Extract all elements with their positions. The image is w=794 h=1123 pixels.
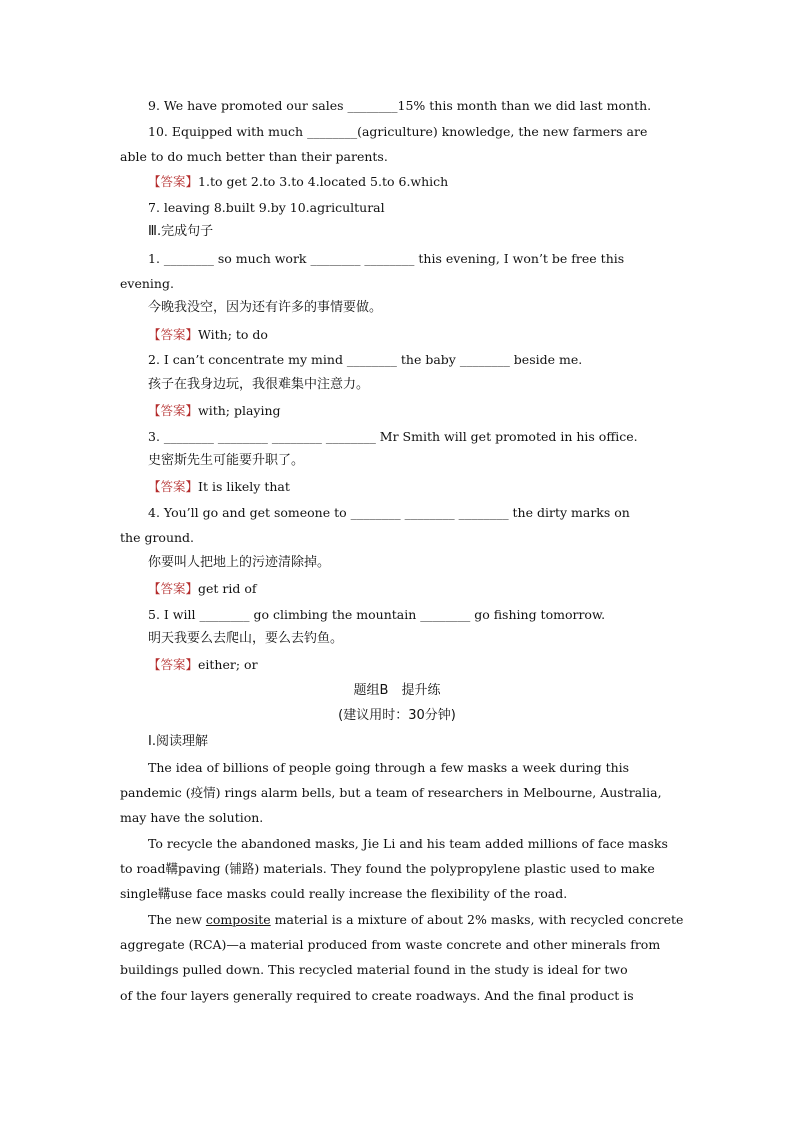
- answer-tag: 【答案】: [148, 174, 199, 189]
- answer-line-s2: [148, 403, 794, 419]
- sentence-4a: 4. You’ll go and get someone to ________ ________ ________ the dirty marks on: [148, 505, 630, 520]
- sentence-3a: 3. ________ ________ ________ ________ Mr Smith will get promoted in his office.: [148, 429, 638, 444]
- para1-line3: may have the solution.: [120, 810, 264, 825]
- group-b-heading: 题组B 提升练: [353, 683, 441, 698]
- sentence-2a: 2. I can’t concentrate my mind ________ the baby ________ beside me.: [148, 352, 583, 367]
- answer-tag: 【答案】: [148, 479, 199, 494]
- sentence-1-cn: 今晚我没空，因为还有许多的事情要做。: [148, 300, 383, 315]
- line-q10a: 10. Equipped with much ________(agriculture) knowledge, the new farmers are: [148, 124, 648, 139]
- answer-text: It is likely that: [198, 479, 290, 494]
- answer-line-s4: [148, 581, 794, 597]
- line-q9: 9. We have promoted our sales ________15% this month than we did last month.: [148, 98, 652, 113]
- sentence-3-cn: 史密斯先生可能要升职了。: [148, 453, 305, 468]
- sentence-2-cn: 孩子在我身边玩，我很难集中注意力。: [148, 377, 370, 392]
- answer-tag: 【答案】: [148, 657, 199, 672]
- underlined-word: composite: [205, 912, 271, 927]
- sentence-1a: 1. ________ so much work ________ ________ this evening, I won’t be free this: [148, 251, 625, 266]
- para3-line1: [148, 912, 794, 928]
- para3-line2: aggregate (RCA)—a material produced from waste concrete and other minerals from: [120, 937, 661, 952]
- answer-line-s1: [148, 327, 794, 343]
- answer-text: With; to do: [198, 327, 268, 342]
- answer-line-2: 7. leaving 8.built 9.by 10.agricultural: [148, 200, 385, 215]
- suggested-time: (建议用时：30分钟): [338, 708, 456, 723]
- answer-line-1: [148, 174, 794, 190]
- section-heading-complete: Ⅲ.完成句子: [148, 224, 214, 239]
- answer-text: get rid of: [198, 581, 257, 596]
- reading-heading: Ⅰ.阅读理解: [148, 734, 208, 749]
- answer-tag: 【答案】: [148, 327, 199, 342]
- answer-text: either; or: [198, 657, 258, 672]
- answer-text: 1.to get 2.to 3.to 4.located 5.to 6.which: [198, 174, 449, 189]
- para3-post: material is a mixture of about 2% masks, with recycled concrete: [270, 912, 684, 927]
- answer-tag: 【答案】: [148, 581, 199, 596]
- answer-line-s5: [148, 657, 794, 673]
- sentence-5a: 5. I will ________ go climbing the mountain ________ go fishing tomorrow.: [148, 607, 606, 622]
- line-q10b: able to do much better than their parents.: [120, 149, 388, 164]
- para2-line2: to road鞲paving (铺路) materials. They found the polypropylene plastic used to make: [120, 861, 655, 876]
- para3-pre: The new: [148, 912, 206, 927]
- sentence-4b: the ground.: [120, 530, 195, 545]
- para1-line1: The idea of billions of people going through a few masks a week during this: [148, 760, 630, 775]
- sentence-5-cn: 明天我要么去爬山，要么去钓鱼。: [148, 631, 344, 646]
- answer-tag: 【答案】: [148, 403, 199, 418]
- para3-line4: of the four layers generally required to create roadways. And the final product is: [120, 988, 634, 1003]
- answer-line-s3: [148, 479, 794, 495]
- para2-line3: single鞲use face masks could really increase the flexibility of the road.: [120, 886, 568, 901]
- para1-line2: pandemic (疫情) rings alarm bells, but a team of researchers in Melbourne, Australia,: [120, 785, 662, 800]
- para3-line3: buildings pulled down. This recycled material found in the study is ideal for two: [120, 962, 628, 977]
- para2-line1: To recycle the abandoned masks, Jie Li and his team added millions of face masks: [148, 836, 668, 851]
- answer-text: with; playing: [198, 403, 281, 418]
- sentence-1b: evening.: [120, 276, 174, 291]
- sentence-4-cn: 你要叫人把地上的污迹清除掉。: [148, 555, 331, 570]
